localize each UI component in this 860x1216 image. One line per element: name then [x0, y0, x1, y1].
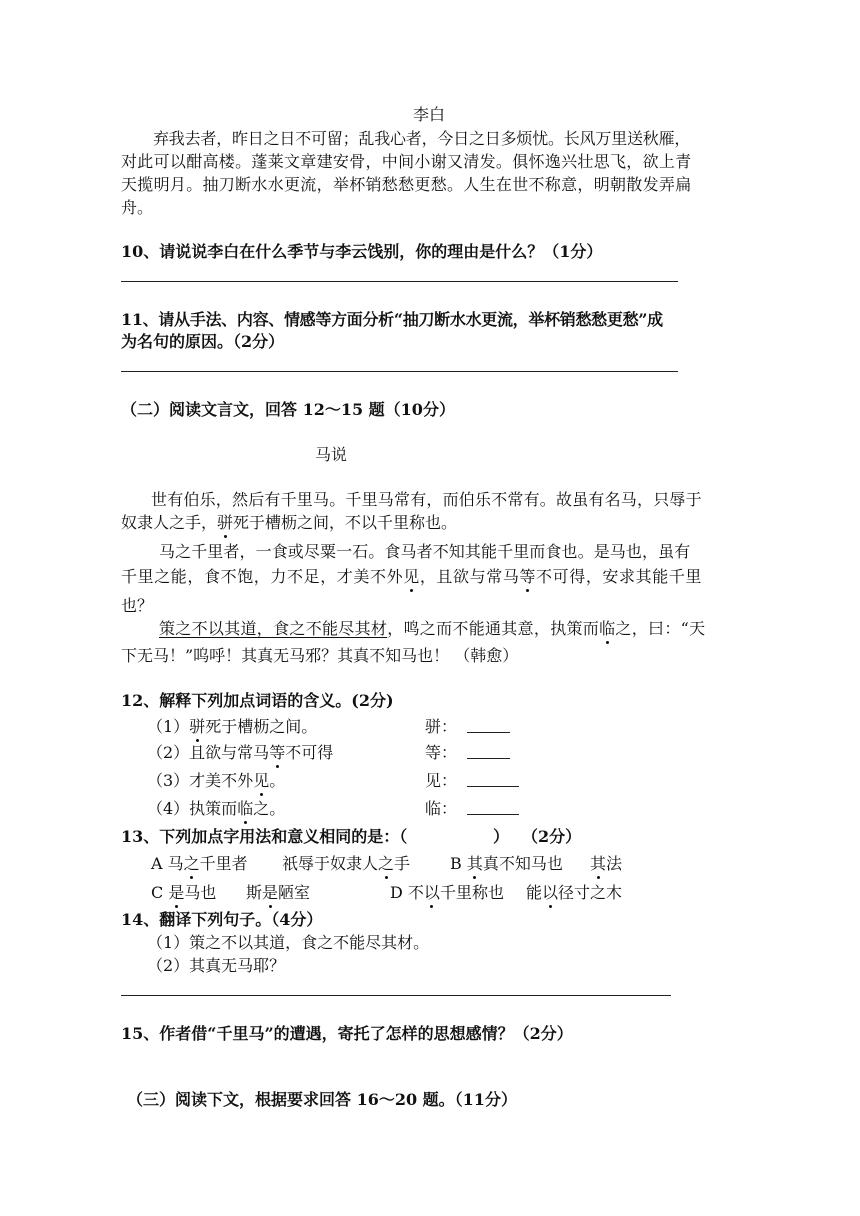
q12-blank-1[interactable]	[467, 716, 510, 733]
text: 斯	[246, 883, 263, 902]
q13-option-c-2	[246, 882, 310, 904]
q13-option-b-2	[590, 853, 622, 875]
underlined-sentence: 策之不以其道，食之不能尽其材	[159, 619, 388, 638]
essay-p2-line-1: 马之千里者，一食或尽粟一石。食马者不知其能千里而食也。是马也，虽有	[159, 542, 691, 561]
dotted-char: 等	[269, 743, 286, 762]
q14-sentence-1: （1）策之不以其道，食之不能尽其材。	[147, 933, 430, 952]
q12-item-2	[147, 742, 333, 764]
q13-option-b-1	[450, 853, 563, 875]
dotted-char: 骈	[217, 513, 234, 532]
answer-line-10[interactable]	[121, 281, 678, 282]
question-12: 12、解释下列加点词语的含义。(2分)	[121, 691, 394, 710]
text: D 不	[390, 883, 424, 902]
dotted-char: 之	[378, 854, 395, 873]
q12-item-1	[147, 716, 317, 738]
text: 马也	[184, 883, 217, 902]
text: A 马	[151, 854, 184, 873]
text: 奴隶人之手，	[121, 513, 218, 532]
text: 之，曰：“天	[615, 619, 706, 638]
text: 千里之能，食不饱，力不足，才美不外	[121, 567, 404, 586]
q12-blank-4[interactable]	[467, 798, 519, 815]
q13-score: （2分）	[522, 827, 582, 846]
q12-term-3: 见：	[425, 771, 458, 790]
text: 法	[606, 854, 623, 873]
q13-option-d-1	[390, 882, 504, 904]
poem-line-3: 天揽明月。抽刀断水水更流，举杯销愁愁更愁。人生在世不称意，明朝散发弄扁	[121, 175, 692, 194]
text: 祇辱于奴隶人	[282, 854, 379, 873]
q12-term-2: 等：	[425, 743, 458, 762]
text: 。	[269, 771, 286, 790]
dotted-char: 之	[183, 854, 200, 873]
text: 死于槽枥之间，不以千里称也。	[233, 513, 458, 532]
dotted-char: 临	[599, 619, 616, 638]
text: 陋室	[278, 883, 311, 902]
q13-option-d-2	[526, 882, 622, 904]
text: 真不知马也	[482, 854, 563, 873]
dotted-char: 骈	[189, 717, 206, 736]
essay-p1-line-1: 世有伯乐，然后有千里马。千里马常有，而伯乐不常有。故虽有名马，只辱于	[151, 490, 702, 509]
dotted-char: 见	[253, 771, 270, 790]
essay-p2-line-3: 也？	[121, 596, 154, 615]
dotted-char: 见	[403, 567, 420, 586]
section-3-title: （三）阅读下文，根据要求回答 16～20 题。（11分）	[127, 1090, 517, 1109]
q13-option-a-2	[282, 853, 410, 875]
poem-line-1: 弃我去者，昨日之日不可留；乱我心者，今日之日多烦忧。长风万里送秋雁，	[153, 129, 691, 148]
dotted-char: 等	[519, 567, 537, 586]
text: B	[450, 854, 467, 873]
text: 千里称也	[439, 883, 504, 902]
q12-term-4: 临：	[425, 799, 458, 818]
q12-item-3	[147, 770, 285, 792]
text: （1）	[147, 717, 190, 736]
text: 径寸之木	[558, 883, 623, 902]
essay-p3-line-1	[159, 618, 705, 640]
q12-blank-2[interactable]	[467, 742, 510, 759]
essay-p2-line-2	[121, 566, 702, 588]
text: （4）执策而	[147, 799, 238, 818]
text: 死于槽枥之间。	[205, 717, 318, 736]
dotted-char: 是	[262, 883, 279, 902]
dotted-char: 其	[466, 854, 483, 873]
dotted-char: 以	[423, 883, 440, 902]
essay-p1-line-2	[121, 512, 457, 534]
dotted-char: 其	[590, 854, 607, 873]
q13-answer-blank[interactable]	[442, 826, 492, 848]
answer-line-11[interactable]	[121, 371, 678, 372]
q13-option-c-1	[151, 882, 216, 904]
q12-term-1: 骈：	[425, 717, 458, 736]
question-13: 13、下列加点字用法和意义相同的是：（	[121, 827, 408, 846]
section-2-title: （二）阅读文言文，回答 12～15 题（10分）	[121, 400, 455, 419]
q12-blank-3[interactable]	[467, 770, 519, 787]
text: （3）才美不外	[147, 771, 254, 790]
question-14: 14、翻译下列句子。（4分）	[121, 910, 323, 929]
dotted-char: 临	[237, 799, 254, 818]
essay-title: 马说	[315, 445, 348, 464]
poem-line-4: 舟。	[121, 198, 154, 217]
dotted-char: 是	[168, 883, 185, 902]
text: 不可得	[285, 743, 334, 762]
q13-option-a-1	[151, 853, 248, 875]
text: ，且欲与常马	[419, 567, 520, 586]
text: 手	[394, 854, 411, 873]
q13-close-paren: ）	[493, 827, 510, 846]
question-10: 10、请说说李白在什么季节与李云饯别，你的理由是什么？（1分）	[121, 242, 603, 261]
text: C	[151, 883, 169, 902]
text: （2）且欲与常马	[147, 743, 270, 762]
poem-line-2: 对此可以酣高楼。蓬莱文章建安骨，中间小谢又清发。俱怀逸兴壮思飞，欲上青	[121, 152, 692, 171]
question-11-line-1: 11、请从手法、内容、情感等方面分析“抽刀断水水更流，举杯销愁愁更愁”成	[121, 310, 663, 329]
text: ，鸣之而不能通其意，执策而	[387, 619, 600, 638]
dotted-char: 以	[542, 883, 559, 902]
text: 之。	[253, 799, 286, 818]
q12-item-4	[147, 798, 285, 820]
text: 不可得，安求其能千里	[536, 567, 703, 586]
question-11-line-2: 为名句的原因。（2分）	[121, 332, 285, 351]
question-15: 15、作者借“千里马”的遭遇，寄托了怎样的思想感情？（2分）	[121, 1024, 573, 1043]
text: 能	[526, 883, 543, 902]
text: 千里者	[199, 854, 248, 873]
q14-sentence-2: （2）其真无马耶？	[147, 956, 286, 975]
poem-author: 李白	[413, 105, 446, 124]
answer-line-14[interactable]	[121, 995, 671, 996]
essay-p3-line-2: 下无马！”呜呼！其真无马邪？其真不知马也！ （韩愈）	[121, 646, 519, 665]
